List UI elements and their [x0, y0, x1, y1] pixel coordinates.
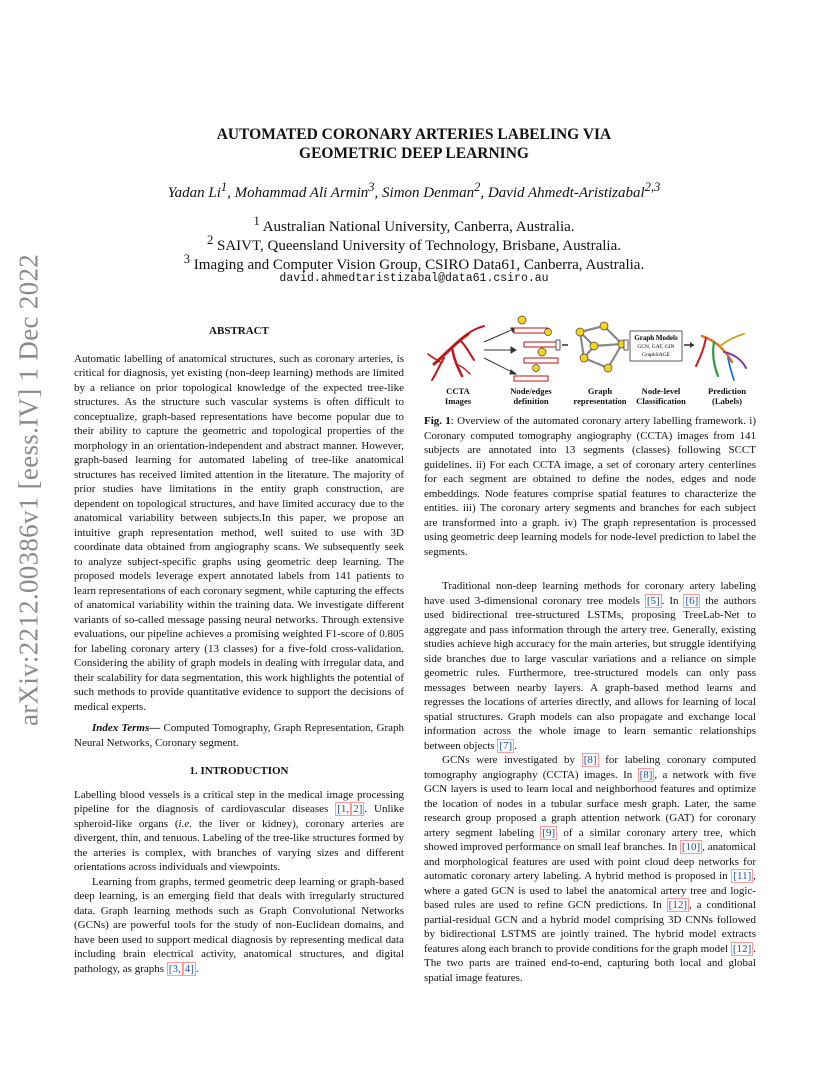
text-span: , a network with five GCN layers is used to learn local and neighborhood features and optimize the location of nodes in a tubular surface mesh graph. Later, the same research group proposed a graph attention network (GAT) for coronary artery segment labeling: [424, 768, 756, 839]
citation-link[interactable]: [9]: [542, 826, 556, 839]
affiliation-sup: 1: [253, 214, 260, 228]
index-terms-text: Computed Tomography, Graph Representation, Graph Neural Networks, Coronary segment.: [74, 722, 404, 749]
text-span: Traditional non-deep learning methods for coronary artery labeling have used 3-dimensional coronary tree models: [424, 580, 756, 607]
affiliation-3: [74, 252, 754, 274]
title-line-1: AUTOMATED CORONARY ARTERIES LABELING VIA: [216, 126, 612, 143]
author-affiliation-sup: 2: [474, 180, 481, 194]
label-node-edges: [500, 386, 562, 406]
graph-representation: [576, 322, 628, 372]
label-line: Graph: [587, 386, 613, 396]
text-span: GCNs were investigated by: [442, 754, 582, 766]
intro-heading: 1. INTRODUCTION: [189, 765, 289, 777]
text-span: . In: [661, 594, 684, 607]
prediction-tree: [696, 334, 746, 380]
box-line-2: GraphSAGE: [641, 352, 671, 358]
ccta-artery-image: [428, 326, 484, 380]
affiliation-sup: 3: [183, 252, 191, 266]
flow-arrows: [484, 328, 516, 374]
citation-link[interactable]: [12]: [732, 942, 752, 955]
text-span: the liver or kidney), coronary arteries are divergent, thin, and tenuous. Labeling of the tree-like structures formed by the arteries is complex, with branches of varying sizes and different orientations across individuals and viewpoints.: [74, 817, 404, 873]
label-line: Prediction: [707, 386, 747, 396]
abstract-body: Automatic labelling of anatomical structures, such as coronary arteries, is critical for diagnosis, yet existing (non-deep learning) methods are limited by a reliance on prior topological knowledge of the expected tree-like structures. As the structure such vascular systems is often difficult to conceptualize, graph-based representations have become popular due to their ability to capture the geometric and topological properties of the morphology in an orientation-independent and abstract manner. However, graph-based learning for automated labeling of tree-like anatomical structures has received limited attention in the literature. The majority of prior studies have limitations in the entity graph construction, are dependent on topological structures, and have limited accuracy due to the anatomical variability between subjects.In this paper, we propose an intuitive graph representation method, well suited to use with 3D coordinate data obtained from angiography scans. We subsequently seek to analyze subject-specific graphs using geometric deep learning. The proposed models leverage expert annotated labels from 141 patients to learn representations of each coronary segment, while capturing the effects of anatomical variability within the training data. We investigate different variants of so-called message passing neural networks. Through extensive evaluations, our pipeline achieves a promising weighted F1-score of 0.805 for labeling coronary artery (13 classes) for a five-fold cross-validation. Considering the ability of graph models in dealing with irregular data, and their scalability for data segmentation, this work highlights the potential of such methods to provide quantitative evidence to support the decisions of medical experts.: [74, 352, 404, 713]
label-prediction: [696, 386, 758, 406]
node-edge-definitions: [514, 316, 568, 381]
right-column: [424, 414, 756, 985]
author-affiliation-sup: 1: [220, 180, 228, 194]
text-span: i.e.: [178, 817, 192, 830]
left-column: [74, 324, 404, 976]
right-paragraph-1: [424, 579, 756, 753]
affiliation-text: SAIVT, Queensland University of Technology, Brisbane, Australia.: [213, 238, 621, 254]
text-span: for labeling coronary computed tomography angiography (CCTA) images. In: [424, 754, 756, 781]
text-span: , where a gated GCN is used to label the anatomical artery tree and logic-based rules are used to refine GCN predictions. In: [424, 870, 756, 911]
right-paragraph-2: [424, 753, 756, 985]
text-span: , anatomical and morphological features are used with point cloud deep networks for automatic coronary artery labeling. A hybrid method is proposed in: [424, 841, 756, 882]
author-separator: ,: [227, 185, 235, 201]
label-line: Classification: [636, 396, 686, 406]
text-span: . The two parts are trained end-to-end, capturing both local and global spatial image features.: [424, 942, 756, 984]
box-title: Graph Models: [634, 334, 678, 342]
text-span: , a conditional partial-residual GCN and a hybrid model comprising 3D CNNs followed by bidirectional LSTMS are jointly trained. The hybrid model extracts features along each branch to provide conditions for the graph model: [424, 899, 756, 955]
citation-link[interactable]: [7]: [499, 739, 513, 752]
citation-link[interactable]: [6]: [685, 594, 699, 607]
arxiv-identifier: arXiv:2212.00386v1 [eess.IV] 1 Dec 2022: [13, 253, 44, 727]
citation-link[interactable]: [5]: [646, 594, 660, 607]
citation-link[interactable]: [12]: [668, 899, 687, 911]
figure-1: [424, 314, 760, 410]
label-ccta: [428, 386, 488, 406]
affiliation-text: Australian National University, Canberra, Australia.: [259, 219, 575, 235]
label-line: Node/edges: [510, 386, 552, 396]
text-span: of a similar coronary artery tree, which showed improved performance on small leaf branches. In: [424, 826, 757, 853]
citation-link[interactable]: 2]: [353, 803, 363, 815]
citation-link[interactable]: [3,: [168, 962, 181, 975]
author-affiliation-sup: 2,3: [644, 180, 661, 194]
citation-link[interactable]: [8]: [639, 768, 653, 781]
author-name: Simon Denman: [382, 185, 475, 201]
index-terms-label: Index Terms—: [92, 722, 161, 734]
citation-link[interactable]: 4]: [184, 962, 194, 975]
text-span: .: [195, 962, 199, 975]
text-span: . Unlike spheroid-like organs (: [74, 803, 404, 830]
box-line-1: GCN, GAT, GIN: [637, 344, 675, 350]
label-line: CCTA: [446, 386, 470, 396]
text-span: Labelling blood vessels is a critical step in the medical image processing pipeline for the diagnosis of cardiovascular diseases: [74, 788, 404, 815]
figure-caption: [424, 414, 756, 559]
label-line: Images: [444, 396, 472, 406]
intro-paragraph-1: [74, 788, 404, 875]
author-separator: ,: [374, 185, 383, 201]
index-terms: [74, 721, 404, 750]
intro-paragraph-2: [74, 875, 404, 977]
pipeline-diagram: [424, 314, 760, 384]
author-name: Yadan Li: [167, 185, 221, 201]
graph-models-box: [630, 331, 694, 361]
author-list: [74, 180, 754, 202]
citation-link[interactable]: [1,: [337, 803, 350, 815]
caption-text: : Overview of the automated coronary artery labelling framework. i) Coronary computed tomography angiography (CCTA) images from 141 subjects are annotated into 13 segments (classes) following SCCT guidelines. ii) For each CCTA image, a set of coronary artery centerlines for each segment are obtained to define the nodes, edges and node embeddings. Node features comprise spatial features to characterize the entities. iii) The coronary artery segments and branches for each subject are transformed into a graph. iv) The graph representation is processed using geometric deep learning models for node-level prediction to label the segments.: [424, 415, 756, 558]
title-line-2: GEOMETRIC DEEP LEARNING: [299, 144, 529, 162]
affiliation-text: Imaging and Computer Vision Group, CSIRO Data61, Canberra, Australia.: [190, 257, 645, 273]
label-line: definition: [513, 396, 549, 406]
abstract-heading: ABSTRACT: [209, 325, 269, 337]
contact-email[interactable]: david.ahmedtaristizabal@data61.csiro.au: [279, 272, 549, 285]
arxiv-side-stamp: [13, 253, 44, 727]
text-span: .: [514, 739, 517, 752]
citation-link[interactable]: [10]: [681, 841, 701, 853]
caption-label: Fig. 1: [424, 415, 451, 427]
paper-title: [74, 126, 754, 163]
author-name: Mohammad Ali Armin: [234, 185, 369, 201]
text-span: the authors used bidirectional tree-structured LSTMs, proposing TreeLab-Net to aggregate and pass information through the artery tree. Generally, existing studies achieve high accuracy for the main arteries, but struggle identifying side branches due to large vascular variations and a reliance on simple geometric rules. Furthermore, tree-structured models can only pass messages between nearby layers. A graph-based method learns and regresses the locations of arteries directly, and allows for learning of local spatial structures. Graph models can also propagate and exchange local information across the whole image to learn semantic relationships between objects: [424, 594, 756, 752]
label-node-level: [628, 386, 694, 406]
citation-link[interactable]: [8]: [583, 754, 597, 766]
author-name: David Ahmedt-Aristizabal: [487, 185, 645, 201]
author-affiliation-sup: 3: [368, 180, 375, 194]
label-line: (Labels): [711, 396, 743, 406]
affiliation-sup: 2: [206, 233, 214, 247]
label-line: representation: [573, 396, 627, 406]
text-span: Learning from graphs, termed geometric deep learning or graph-based deep learning, is an emerging field that deals with irregularly structured data. Graph learning methods such as Graph Convolutional Networks (GCNs) are powerful tools for the study of non-Euclidean domains, and have been used to support medical diagnosis by representing medical data including brain electrical activity, anatomical structures, and digital pathology, as graphs: [74, 875, 404, 975]
label-graph: [564, 386, 636, 406]
label-line: Node-level: [641, 386, 681, 396]
author-separator: ,: [480, 185, 488, 201]
citation-link[interactable]: [11]: [733, 870, 752, 882]
